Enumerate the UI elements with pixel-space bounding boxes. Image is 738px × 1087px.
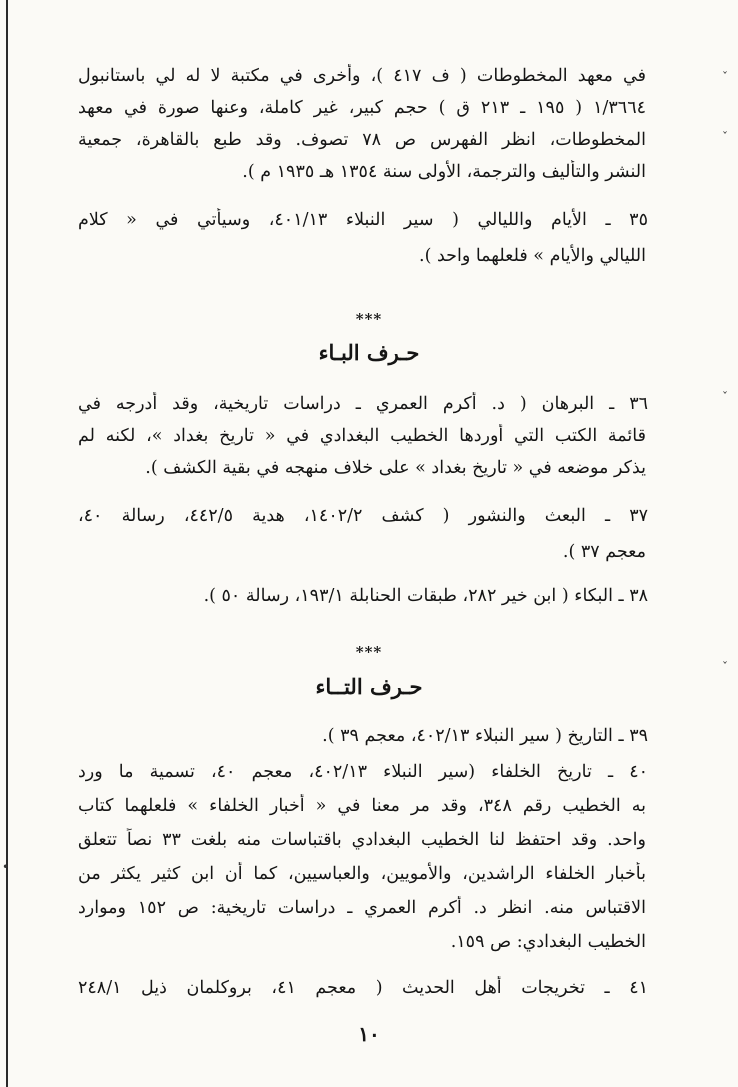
- text-line: الخطيب البغدادي: ص ١٥٩.: [450, 932, 646, 952]
- section-separator: ***: [355, 643, 383, 661]
- margin-tick-mark: •: [2, 860, 10, 874]
- entry-41: ٤١ ـ تخريجات أهل الحديث ( معجم ٤١، بروكلمان ذيل ٢٤٨/١: [78, 978, 648, 998]
- entry-40: ٤٠ ـ تاريخ الخلفاء (سير النبلاء ٤٠٢/١٣، معجم ٤٠، تسمية ما ورد: [78, 762, 648, 782]
- text-line: بأخبار الخلفاء الراشدين، والأمويين، والعباسيين، كما أن ابن كثير يكثر من: [78, 864, 646, 884]
- heading-harf-ta: حـرف التــاء: [315, 674, 423, 699]
- margin-tick-mark: ˇ: [722, 390, 728, 404]
- entry-35: ٣٥ ـ الأيام والليالي ( سير النبلاء ٤٠١/١٣، وسيأتي في « كلام: [78, 210, 648, 230]
- margin-tick-mark: ˇ: [722, 130, 728, 144]
- entry-39: ٣٩ ـ التاريخ ( سير النبلاء ٤٠٢/١٣، معجم ٣٩ ).: [322, 726, 648, 746]
- text-line: الليالي والأيام » فلعلهما واحد ).: [419, 246, 646, 266]
- text-line: به الخطيب رقم ٣٤٨، وقد مر معنا في « أخبار الخلفاء » فلعلهما كتاب: [78, 796, 646, 816]
- heading-harf-ba: حـرف البـاء: [318, 340, 420, 365]
- page-number: ١٠: [358, 1022, 380, 1046]
- margin-tick-mark: ˇ: [722, 70, 728, 84]
- text-line: في معهد المخطوطات ( ف ٤١٧ )، وأخرى في مكتبة لا له لي باستانبول: [78, 66, 646, 86]
- entry-36: ٣٦ ـ البرهان ( د. أكرم العمري ـ دراسات تاريخية، وقد أدرجه في: [78, 394, 648, 414]
- text-line: قائمة الكتب التي أوردها الخطيب البغدادي في « تاريخ بغداد »، لكنه لم: [78, 426, 646, 446]
- text-line: يذكر موضعه في « تاريخ بغداد » على خلاف منهجه في بقية الكشف ).: [145, 458, 646, 478]
- margin-tick-mark: ˇ: [722, 660, 728, 674]
- entry-38: ٣٨ ـ البكاء ( ابن خير ٢٨٢، طبقات الحنابلة ١٩٣/١، رسالة ٥٠ ).: [203, 586, 648, 606]
- text-line: المخطوطات، انظر الفهرس ص ٧٨ تصوف. وقد طبع بالقاهرة، جمعية: [78, 130, 646, 150]
- text-line: ١/٣٦٦٤ ( ١٩٥ ـ ٢١٣ ق ) حجم كبير، غير كاملة، وعنها صورة في معهد: [78, 98, 646, 118]
- text-line: النشر والتأليف والترجمة، الأولى سنة ١٣٥٤ هـ ١٩٣٥ م ).: [242, 162, 646, 182]
- text-line: الاقتباس منه. انظر د. أكرم العمري ـ دراسات تاريخية: ص ١٥٢ وموارد: [78, 898, 646, 918]
- section-separator: ***: [355, 310, 383, 328]
- scan-margin-edge: [6, 0, 8, 1087]
- text-line: معجم ٣٧ ).: [562, 542, 646, 562]
- entry-37: ٣٧ ـ البعث والنشور ( كشف ١٤٠٢/٢، هدية ٤٤٢/٥، رسالة ٤٠،: [78, 506, 648, 526]
- text-line: واحد. وقد احتفظ لنا الخطيب البغدادي باقتباسات منه بلغت ٣٣ نصاً تتعلق: [78, 830, 646, 850]
